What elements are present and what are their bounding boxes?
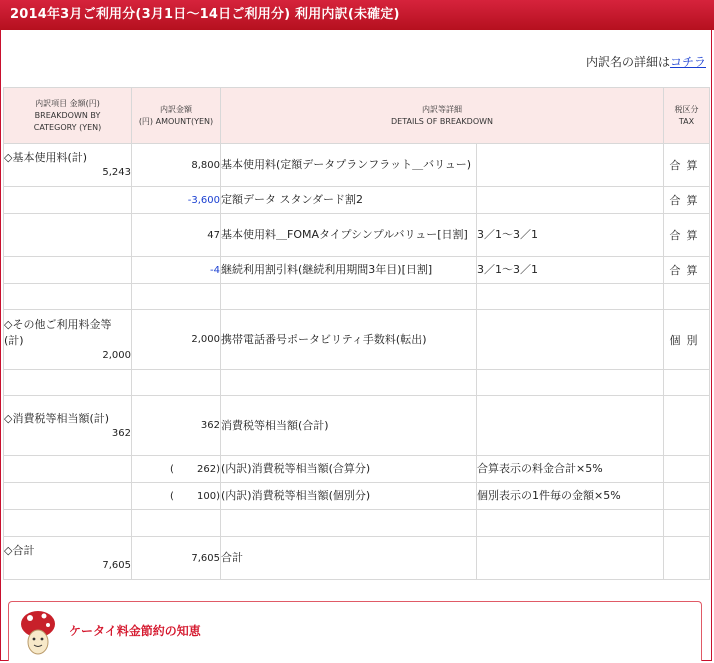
page-header	[0, 0, 714, 30]
detail-cell: 基本使用料(定額データプランフラット＿バリュー)	[221, 144, 477, 187]
header-tax: 税区分 TAX	[664, 88, 710, 144]
table-row	[4, 396, 710, 456]
detail-link-prefix: 内訳名の詳細は	[585, 55, 670, 69]
category-cell	[4, 483, 132, 510]
detail-cell: (内訳)消費税等相当額(個別分)	[221, 483, 477, 510]
tax-cell	[664, 396, 710, 456]
amount-paren: (	[170, 463, 174, 475]
tax-cell: 合算	[664, 187, 710, 214]
category-cell	[4, 187, 132, 214]
period-cell: 3／1～3／1	[477, 257, 664, 284]
table-header-row	[4, 88, 710, 144]
detail-link[interactable]: コチラ	[669, 55, 706, 69]
amount-cell	[132, 483, 221, 510]
category-cell	[4, 257, 132, 284]
category-cell: ◇消費税等相当額(計) 362	[4, 396, 132, 456]
detail-cell: 消費税等相当額(合計)	[221, 396, 477, 456]
header-category: 内訳項目 金額(円) BREAKDOWN BY CATEGORY (YEN)	[4, 88, 132, 144]
period-cell	[477, 510, 664, 537]
table-row	[4, 456, 710, 483]
header-details: 内訳等詳細 DETAILS OF BREAKDOWN	[221, 88, 664, 144]
tax-cell: 合算	[664, 257, 710, 284]
tax-cell	[664, 483, 710, 510]
tips-title: ケータイ料金節約の知恵	[69, 624, 201, 638]
table-row	[4, 214, 710, 257]
period-cell	[477, 187, 664, 214]
amount-cell: 47	[132, 214, 221, 257]
amount-cell	[132, 510, 221, 537]
table-row-spacer	[4, 510, 710, 537]
tax-cell: 個別	[664, 310, 710, 370]
tax-cell	[664, 284, 710, 310]
amount-value: 100)	[197, 490, 220, 502]
period-cell	[477, 144, 664, 187]
amount-cell: 8,800	[132, 144, 221, 187]
detail-cell: 合計	[221, 537, 477, 580]
tax-cell	[664, 456, 710, 483]
category-cell	[4, 456, 132, 483]
amount-cell: 362	[132, 396, 221, 456]
detail-cell: 継続利用割引料(継続利用期間3年目)[日割]	[221, 257, 477, 284]
header-amount: 内訳金額 (円) AMOUNT(YEN)	[132, 88, 221, 144]
amount-cell	[132, 284, 221, 310]
tax-cell: 合算	[664, 144, 710, 187]
period-cell: 3／1～3／1	[477, 214, 664, 257]
period-cell: 合算表示の料金合計×5%	[477, 456, 664, 483]
period-cell	[477, 370, 664, 396]
table-row	[4, 310, 710, 370]
detail-cell	[221, 370, 477, 396]
amount-cell	[132, 456, 221, 483]
period-cell	[477, 396, 664, 456]
category-cell	[4, 510, 132, 537]
detail-cell: 定額データ スタンダード割2	[221, 187, 477, 214]
period-cell	[477, 537, 664, 580]
amount-cell: -4	[132, 257, 221, 284]
table-row	[4, 187, 710, 214]
category-cell: ◇基本使用料(計) 5,243	[4, 144, 132, 187]
amount-paren: (	[170, 490, 174, 502]
period-cell	[477, 284, 664, 310]
breakdown-table	[3, 87, 710, 580]
category-cell: ◇その他ご利用料金等(計) 2,000	[4, 310, 132, 370]
detail-link-row	[586, 53, 706, 70]
tips-panel	[8, 601, 702, 661]
detail-cell: (内訳)消費税等相当額(合算分)	[221, 456, 477, 483]
detail-cell	[221, 284, 477, 310]
category-cell	[4, 214, 132, 257]
period-cell: 個別表示の1件毎の金額×5%	[477, 483, 664, 510]
category-cell	[4, 284, 132, 310]
period-cell	[477, 310, 664, 370]
mushroom-mascot-icon	[19, 608, 57, 656]
detail-cell: 携帯電話番号ポータビリティ手数料(転出)	[221, 310, 477, 370]
tax-cell	[664, 370, 710, 396]
tax-cell: 合算	[664, 214, 710, 257]
table-row	[4, 257, 710, 284]
table-row-spacer	[4, 370, 710, 396]
detail-cell: 基本使用料＿FOMAタイプシンプルバリュー[日割]	[221, 214, 477, 257]
category-cell	[4, 370, 132, 396]
category-cell: ◇合計 7,605	[4, 537, 132, 580]
page-title: 2014年3月ご利用分(3月1日～14日ご利用分) 利用内訳(未確定)	[10, 7, 400, 22]
table-row	[4, 144, 710, 187]
amount-cell: 7,605	[132, 537, 221, 580]
tax-cell	[664, 510, 710, 537]
amount-cell	[132, 370, 221, 396]
tax-cell	[664, 537, 710, 580]
table-row	[4, 483, 710, 510]
amount-cell: 2,000	[132, 310, 221, 370]
detail-cell	[221, 510, 477, 537]
table-row-total	[4, 537, 710, 580]
amount-value: 262)	[197, 463, 220, 475]
table-row-spacer	[4, 284, 710, 310]
amount-cell: -3,600	[132, 187, 221, 214]
